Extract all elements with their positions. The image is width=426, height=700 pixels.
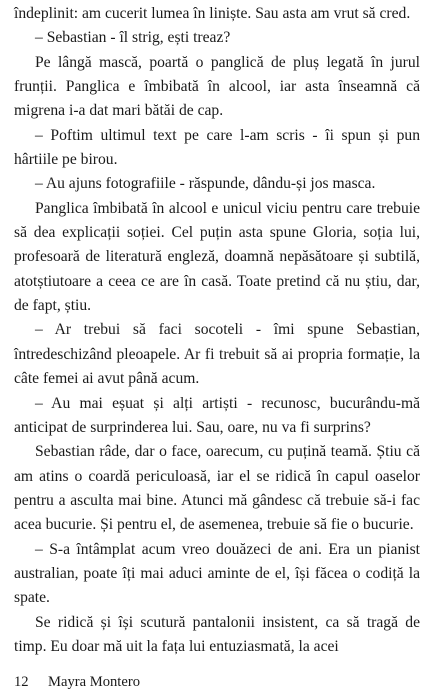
paragraph: Panglica îmbibată în alcool e unicul viciu pentru care trebuie să dea explicații soției. Cel puțin asta spune Gloria, soția lui, profesoară de literatură engleză, doamnă nepăsătoare și subtilă, atotștiutoare a ceea ce are în casă. Toate pretind că nu știu, dar, de fapt, știu. [14, 199, 420, 315]
paragraph: – Ar trebui să faci socoteli - îmi spune Sebastian, întredeschizând pleoapele. Ar fi trebuit să ai propria formație, la câte femei ai avut până acum. [14, 321, 420, 388]
paragraph: – Au ajuns fotografiile - răspunde, dându-și jos masca. [35, 175, 376, 193]
paragraph: îndeplinit: am cucerit lumea în liniște. Sau asta am vrut să cred. [14, 5, 411, 22]
paragraph: Se ridică și își scutură pantalonii insistent, ca să tragă de timp. Eu doar mă uit la fața lui entuziasmată, la acei [14, 613, 420, 655]
paragraph: Sebastian râde, dar o face, oarecum, cu puțină teamă. Știu că am atins o coardă periculoasă, iar el se ridică în capul oaselor pentru a asculta mai bine. Atunci mă gândesc că trebuie să-i fac acea bucurie. Și pentru el, de asemenea, trebuie să fie o bucurie. [14, 443, 420, 534]
running-author: Mayra Montero [48, 674, 140, 690]
page-footer [14, 672, 140, 692]
paragraph: – Sebastian - îl strig, ești treaz? [35, 29, 231, 47]
body-text [14, 2, 420, 659]
page-number: 12 [14, 674, 29, 690]
paragraph: Pe lângă mască, poartă o panglică de pluș legată în jurul frunții. Panglica e îmbibată în alcool, iar asta înseamnă că migrena i-a dat mari bătăi de cap. [14, 53, 420, 120]
paragraph: – S-a întâmplat acum vreo douăzeci de ani. Era un pianist australian, poate îți mai aduci aminte de el, își făcea o codiță la spate. [14, 540, 420, 607]
paragraph: – Poftim ultimul text pe care l-am scris - îi spun și pun hârtiile pe birou. [14, 126, 420, 169]
paragraph: – Au mai eșuat și alți artiști - recunosc, bucurându-mă anticipat de surprinderea lui. Sau, oare, nu va fi surprins? [14, 394, 420, 436]
